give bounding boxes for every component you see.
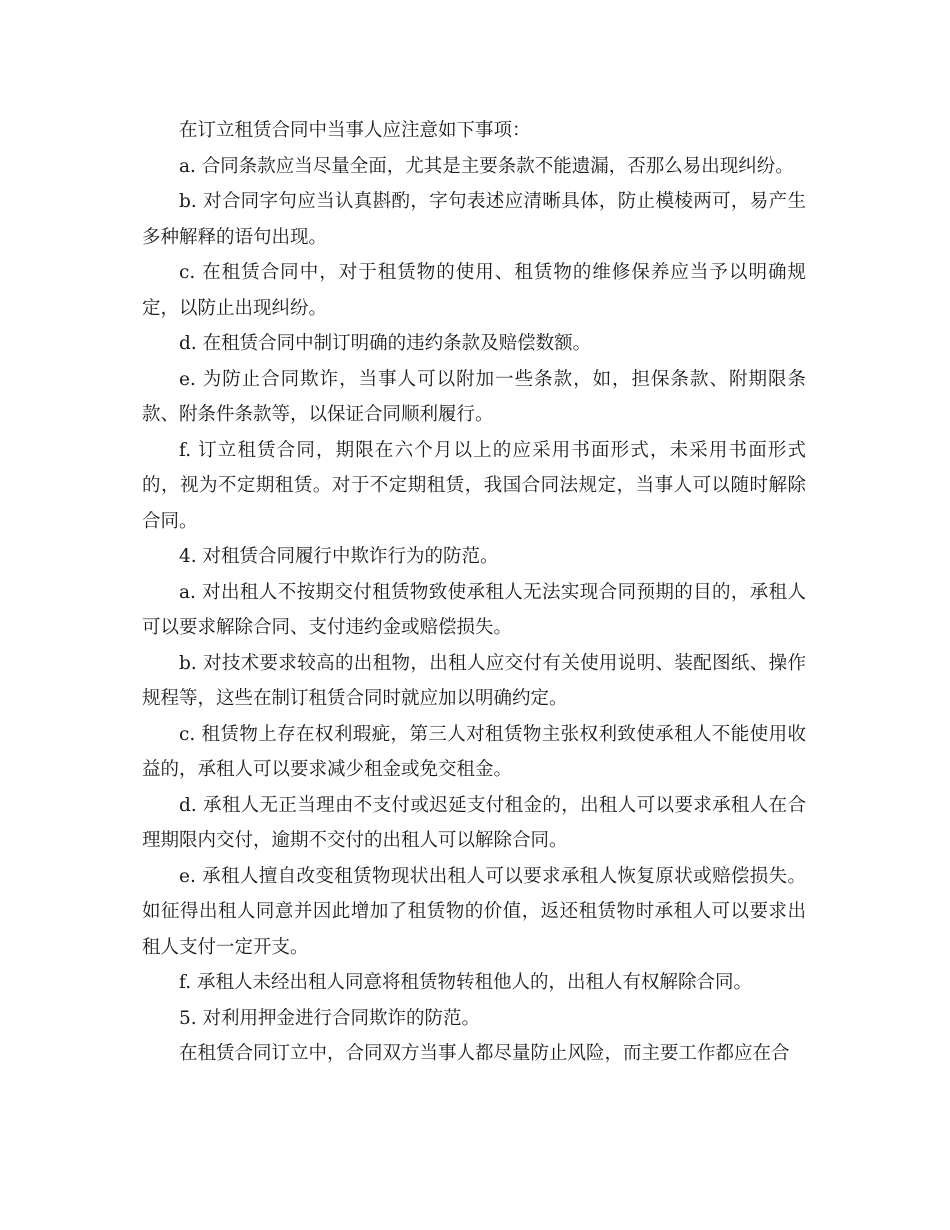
section-heading-5: 5. 对利用押金进行合同欺诈的防范。: [179, 1007, 481, 1029]
paragraph-item-f: f. 订立租赁合同，期限在六个月以上的应采用书面形式，未采用书面形式的，视为不定期租赁。对于不定期租赁，我国合同法规定，当事人可以随时解除合同。: [142, 439, 806, 532]
paragraph-s4-item-c: c. 租赁物上存在权利瑕疵，第三人对租赁物主张权利致使承租人不能使用收益的，承租人可以要求减少租金或免交租金。: [142, 723, 806, 780]
paragraph-s4-item-f: f. 承租人未经出租人同意将租赁物转租他人的，出租人有权解除合同。: [179, 972, 752, 993]
paragraph-s5-body: 在租赁合同订立中，合同双方当事人都尽量防止风险，而主要工作都应在合: [179, 1043, 790, 1064]
paragraph-s4-item-a: a. 对出租人不按期交付租赁物致使承租人无法实现合同预期的目的，承租人可以要求解除合同、支付违约金或赔偿损失。: [142, 581, 806, 638]
paragraph-item-e: e. 为防止合同欺诈，当事人可以附加一些条款，如，担保条款、附期限条款、附条件条款等，以保证合同顺利履行。: [142, 368, 806, 425]
paragraph-s4-item-e: e. 承租人擅自改变租赁物现状出租人可以要求承租人恢复原状或赔偿损失。如征得出租人同意并因此增加了租赁物的价值，返还租赁物时承租人可以要求出租人支付一定开支。: [142, 865, 806, 958]
paragraph-item-c: c. 在租赁合同中，对于租赁物的使用、租赁物的维修保养应当予以明确规定，以防止出现纠纷。: [142, 262, 806, 319]
document-body: [142, 113, 806, 1072]
paragraph-s4-item-b: b. 对技术要求较高的出租物，出租人应交付有关使用说明、装配图纸、操作规程等，这些在制订租赁合同时就应加以明确约定。: [142, 652, 806, 709]
paragraph-s4-item-d: d. 承租人无正当理由不支付或迟延支付租金的，出租人可以要求承租人在合理期限内交付，逾期不交付的出租人可以解除合同。: [142, 794, 806, 851]
paragraph-intro: 在订立租赁合同中当事人应注意如下事项：: [179, 120, 531, 141]
paragraph-item-a: a. 合同条款应当尽量全面，尤其是主要条款不能遗漏，否那么易出现纠纷。: [179, 155, 794, 177]
paragraph-item-b: b. 对合同字句应当认真斟酌，字句表述应清晰具体，防止模棱两可，易产生多种解释的语句出现。: [142, 191, 806, 248]
paragraph-item-d: d. 在租赁合同中制订明确的违约条款及赔偿数额。: [179, 333, 592, 354]
section-heading-4: 4. 对租赁合同履行中欺诈行为的防范。: [179, 546, 499, 567]
